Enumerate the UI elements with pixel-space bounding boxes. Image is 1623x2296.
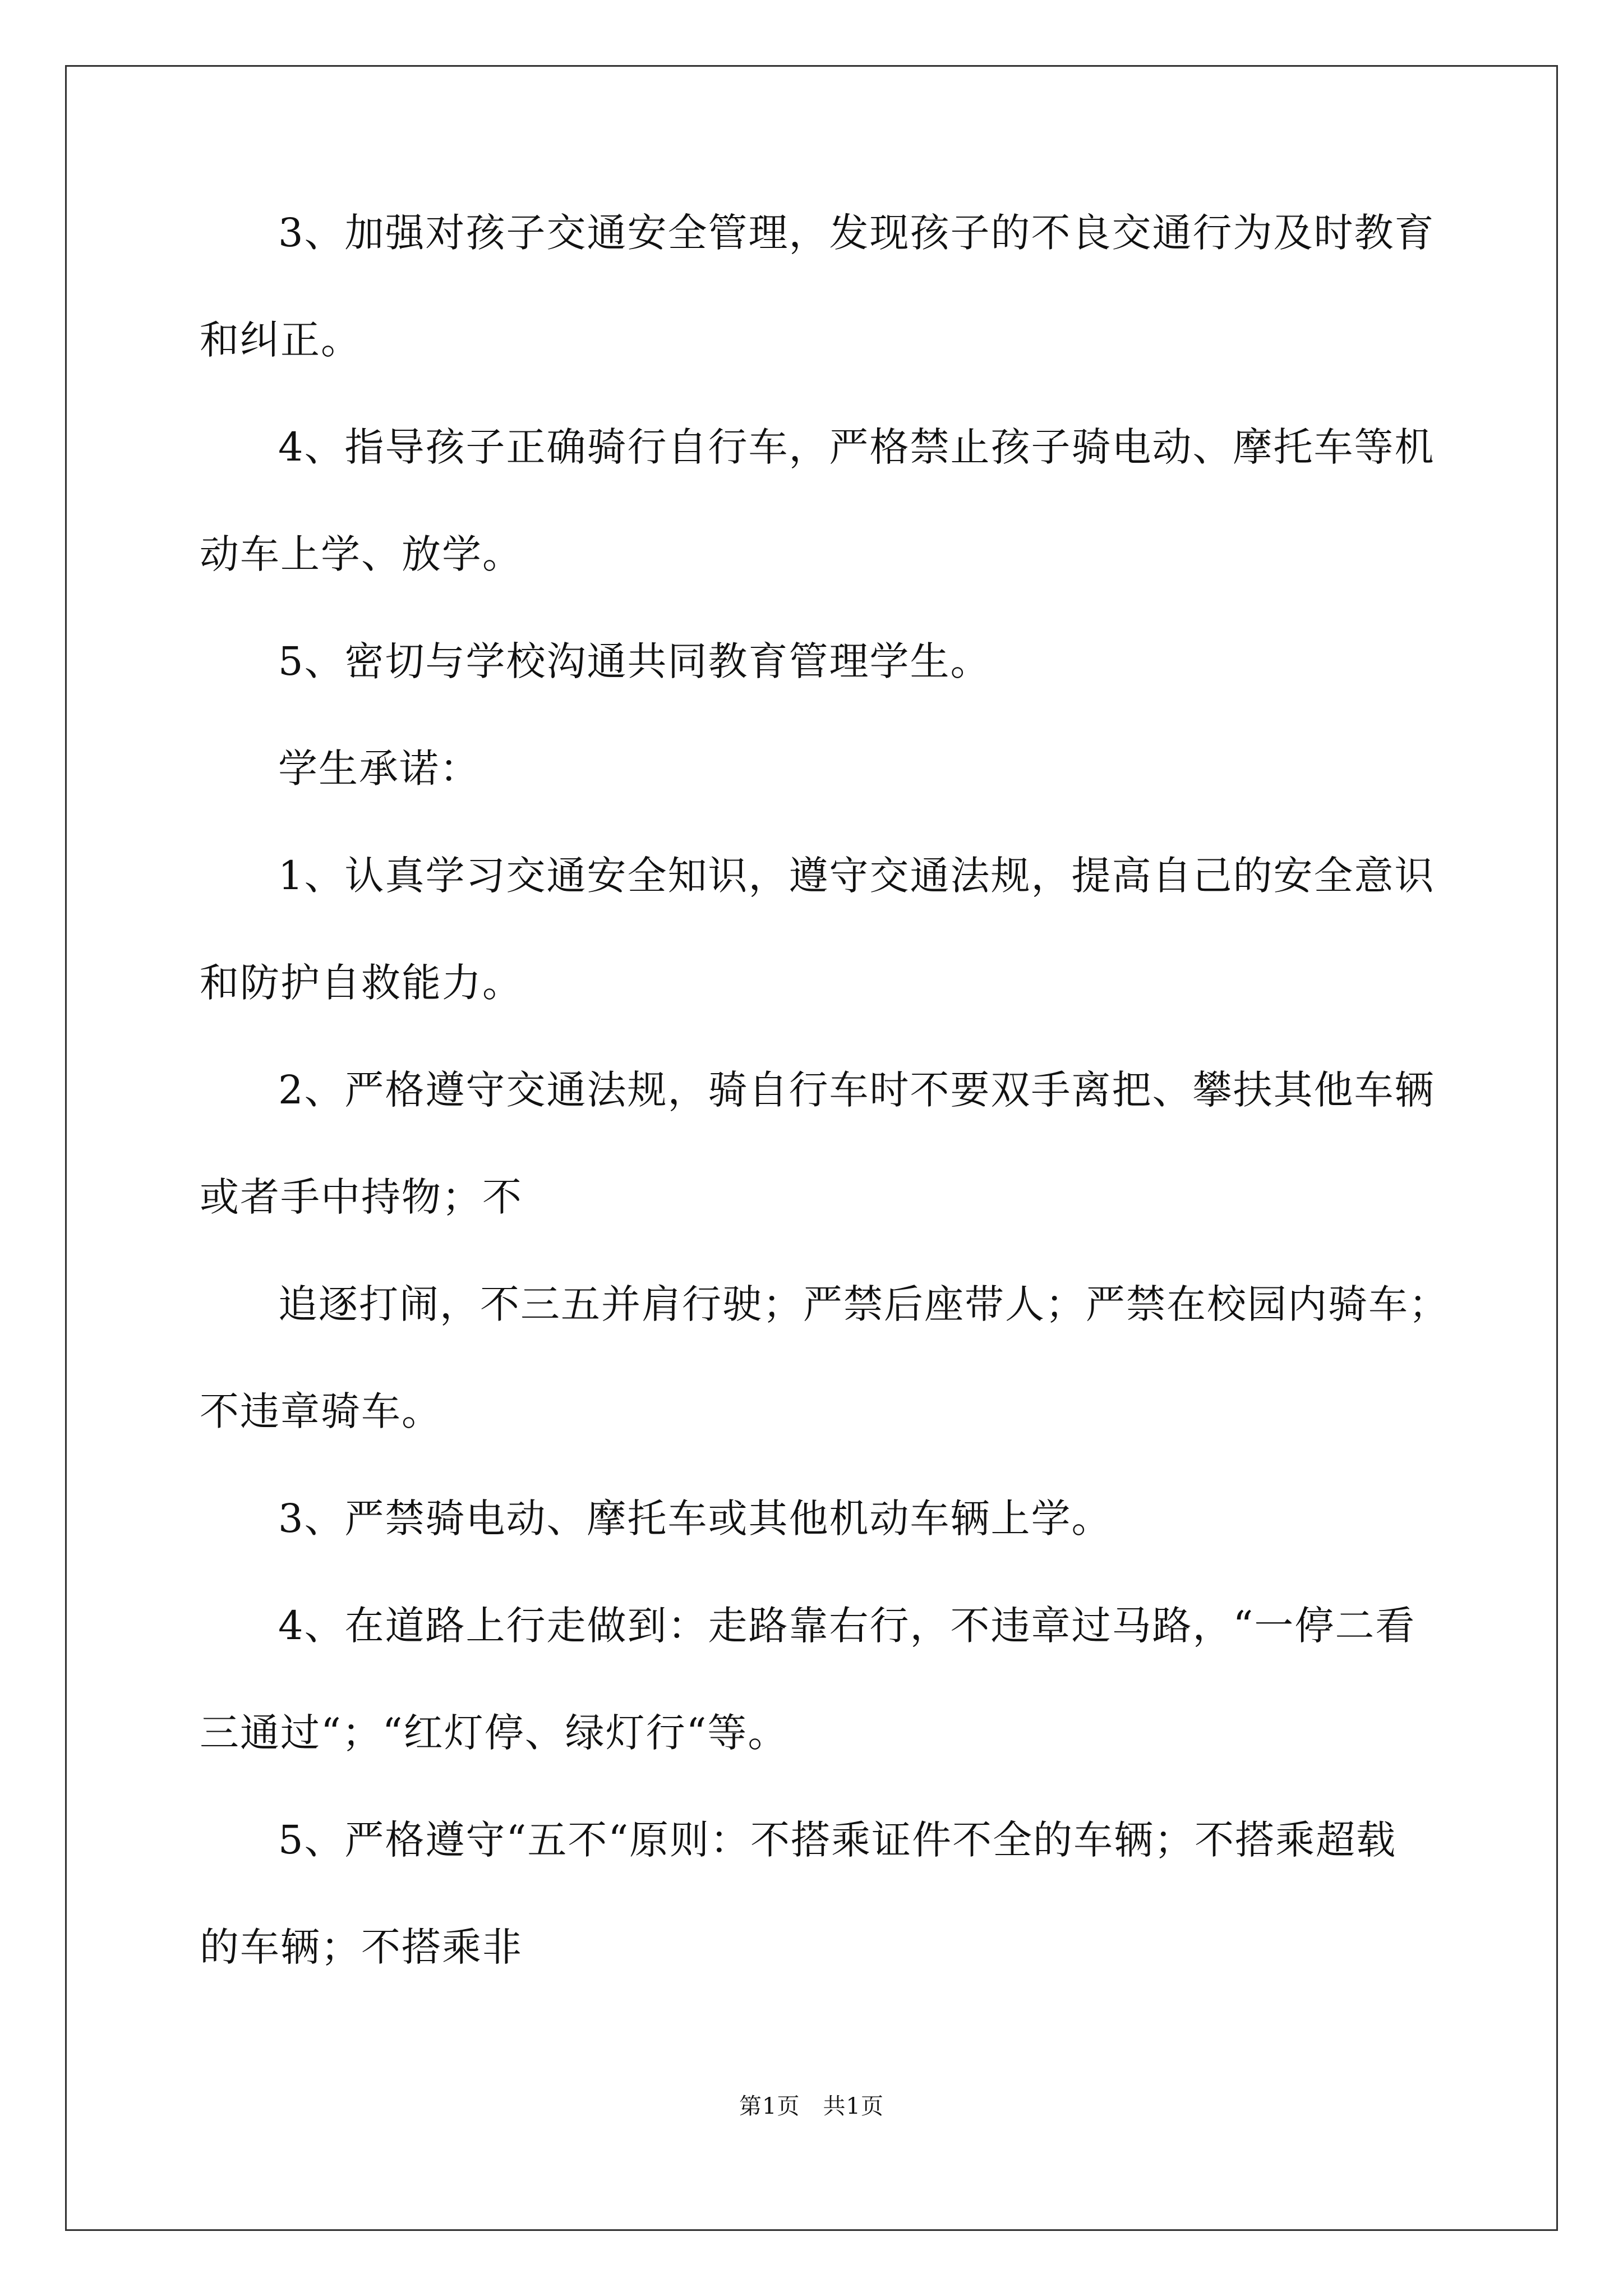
text-line: 动车上学、放学。: [200, 531, 523, 577]
text-line: 和纠正。: [200, 317, 361, 363]
text-line: 5、严格遵守“五不“原则：不搭乘证件不全的车辆；不搭乘超载: [278, 1817, 1397, 1863]
text-line: 或者手中持物；不: [200, 1174, 523, 1220]
text-line: 三通过“；“红灯停、绿灯行“等。: [200, 1710, 789, 1756]
text-line: 4、在道路上行走做到：走路靠右行，不违章过马路，“一停二看: [278, 1603, 1416, 1649]
text-line: 和防护自救能力。: [200, 960, 523, 1006]
section-heading: 学生承诺：: [278, 746, 480, 792]
text-line: 4、指导孩子正确骑行自行车，严格禁止孩子骑电动、摩托车等机: [278, 424, 1435, 470]
page-footer: 第1页 共1页: [739, 2093, 884, 2119]
text-line: 追逐打闹，不三五并肩行驶；严禁后座带人；严禁在校园内骑车；: [278, 1281, 1449, 1327]
text-line: 的车辆；不搭乘非: [200, 1924, 523, 1970]
text-line: 3、加强对孩子交通安全管理，发现孩子的不良交通行为及时教育: [278, 210, 1435, 256]
text-line: 2、严格遵守交通法规，骑自行车时不要双手离把、攀扶其他车辆: [278, 1067, 1435, 1113]
text-line: 5、密切与学校沟通共同教育管理学生。: [278, 638, 991, 684]
text-line: 1、认真学习交通安全知识，遵守交通法规，提高自己的安全意识: [278, 853, 1435, 899]
text-line: 不违章骑车。: [200, 1388, 442, 1434]
page-border: [65, 65, 1558, 2231]
text-line: 3、严禁骑电动、摩托车或其他机动车辆上学。: [278, 1496, 1112, 1542]
